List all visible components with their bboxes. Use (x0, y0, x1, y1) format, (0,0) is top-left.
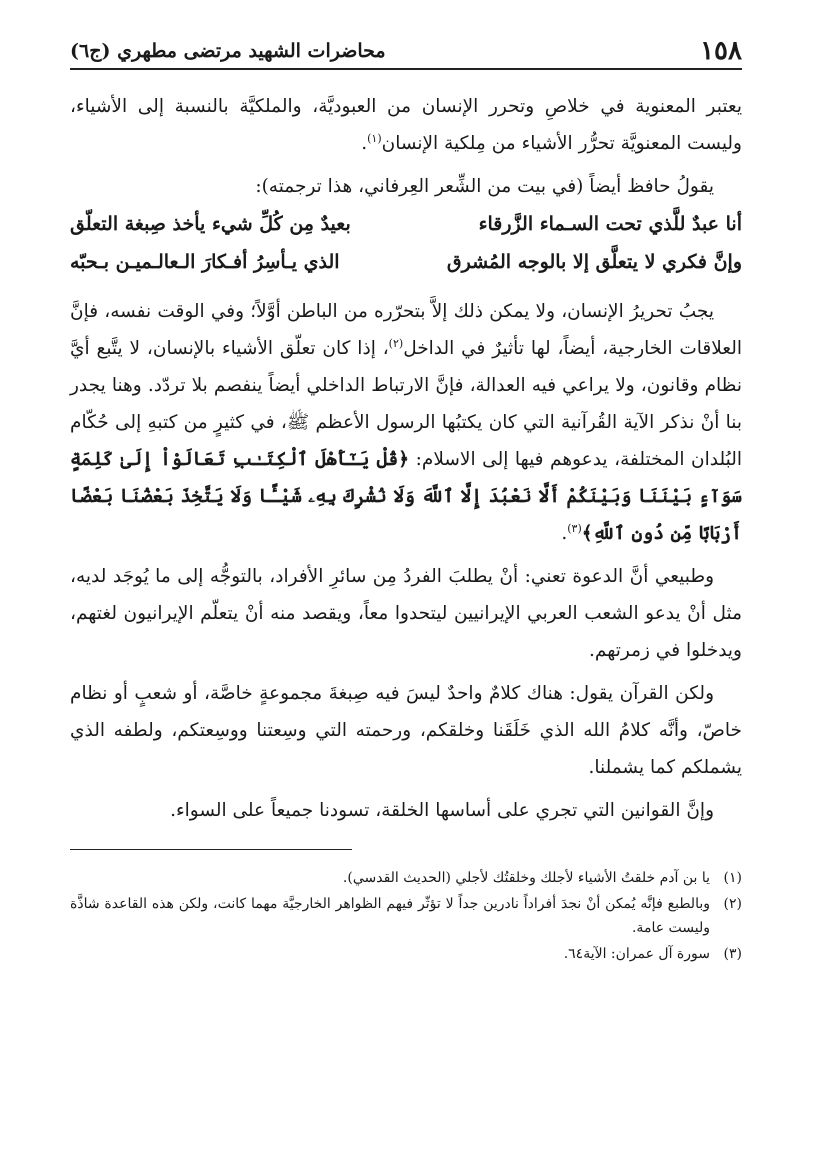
poem-verses (70, 205, 742, 281)
footnote-ref-1[interactable]: (١) (367, 131, 382, 145)
footnote-text: وبالطبع فإنَّه يُمكن أنْ نجدَ أفراداً نادرين جداً لا تؤثّر فيهم الظواهر الخارجيَّة مهما كانت، ولكن هذه القاعدة شاذَّة وليست عامة. (70, 896, 710, 936)
paragraph-3 (70, 293, 742, 552)
verse-hemistich-right: وإنَّ فكري لا يتعلَّق إلا بالوجه المُشرق (446, 251, 742, 273)
page-number: ١٥٨ (700, 36, 742, 66)
quran-verse: ﴿قُلْ يَـٰٓأَهْلَ ٱلْكِتَـٰبِ تَعَالَوْاْ إِلَىٰ كَلِمَةٍ سَوَآءٍ بَيْنَنَا وَبَيْنَكُمْ أَلَّا نَعْبُدَ إِلَّا ٱللَّهَ وَلَا نُشْرِكَ بِهِۦ شَيْـًٔا وَلَا يَتَّخِذَ بَعْضُنَا بَعْضًا أَرْبَابًا مِّن دُونِ ٱللَّهِ﴾ (70, 449, 742, 544)
footnote-number: (٢) (723, 896, 742, 912)
footnote-ref-3[interactable]: (٣) (567, 521, 582, 535)
verse-hemistich-left: بعيدٌ مِن كُلِّ شيء يأخذ صِبغة التعلّق (70, 213, 351, 235)
paragraph-3-part1: يجبُ تحريرُ الإنسان، ولا يمكن ذلك إلاَّ بتحرّره من الباطن أوَّلاً؛ وفي الوقت نفسه، فإنَّ العلاقات الخارجية، أيضاً، لها تأثيرٌ في الداخل (70, 301, 742, 359)
paragraph-1 (70, 88, 742, 162)
footnote-text: سورة آل عمران: الآية٦٤. (563, 946, 710, 962)
footnote-item (70, 866, 742, 890)
paragraph-4: وطبيعي أنَّ الدعوة تعني: أنْ يطلبَ الفردُ مِن سائرِ الأفراد، بالتوجُّه إلى ما يُوجَد لديه، مثل أنْ يدعو الشعب العربي الإيرانيين ليتحدوا معاً، ويقصد منه أنْ يتعلّم الإيرانيون لغتهم، ويدخلوا في زمرتهم. (70, 566, 742, 661)
footnote-number: (٣) (723, 946, 742, 962)
verse-line (70, 205, 742, 243)
paragraph-6: وإنَّ القوانين التي تجري على أساسها الخلقة، تسودنا جميعاً على السواء. (170, 800, 714, 821)
footnote-text: يا بن آدم خلقتُ الأشياء لأجلك وخلقتُك لأجلي (الحديث القدسي). (342, 870, 710, 886)
footnote-ref-2[interactable]: (٢) (388, 336, 404, 350)
paragraph-3-part2: ، إذا كان تعلّق الأشياء بالإنسان، لا يتَّبع أيَّ نظام وقانون، ولا يراعي فيه العدالة، فإنَّ الارتباط الداخلي أيضاً ينفصم بلا تردّد. وهنا يجدر بنا أنْ نذكر الآية القُرآنية التي كان يكتبُها الرسول الأعظم ﷺ، في كثيرٍ من كتبهِ إلى حُكّام البُلدان المختلفة، يدعوهم فيها إلى الاسلام: (70, 338, 742, 470)
footnote-item (70, 942, 742, 966)
running-title: محاضرات الشهيد مرتضى مطهري (ج٦) (70, 40, 386, 62)
footnote-rule (70, 849, 352, 850)
paragraph-1-text: يعتبر المعنوية في خلاصِ وتحرر الإنسان من العبوديَّة، والملكيَّة بالنسبة إلى الأشياء، وليست المعنويَّة تحرُّر الأشياء من مِلكية الإنسان (70, 96, 742, 154)
footnote-number: (١) (723, 870, 742, 886)
page-header (70, 32, 742, 66)
paragraph-3-tail: . (561, 523, 568, 544)
paragraph-5: ولكن القرآن يقول: هناك كلامٌ واحدٌ ليسَ فيه صِبغةَ مجموعةٍ خاصَّة، أو شعبٍ أو نظام خاصّ، وأنَّه كلامُ الله الذي خَلَقَنا وخلقكم، ورحمته التي وسِعتنا ووسِعتكم، ولطفه الذي يشملكم كما يشملنا. (70, 683, 742, 778)
footnotes (70, 860, 742, 966)
paragraph-1-tail: . (361, 133, 368, 154)
header-rule (70, 68, 742, 70)
book-page (70, 32, 742, 968)
footnote-item (70, 892, 742, 940)
verse-hemistich-left: الذي يـأسِرُ أفـكارَ الـعالـميـن بـحبّه (70, 251, 340, 273)
verse-line (70, 243, 742, 281)
verse-hemistich-right: أنا عبدٌ للَّذي تحت السـماء الزَّرقاء (478, 213, 742, 235)
paragraph-2: يقولُ حافظ أيضاً (في بيت من الشِّعر العِرفاني، هذا ترجمته): (255, 176, 714, 197)
